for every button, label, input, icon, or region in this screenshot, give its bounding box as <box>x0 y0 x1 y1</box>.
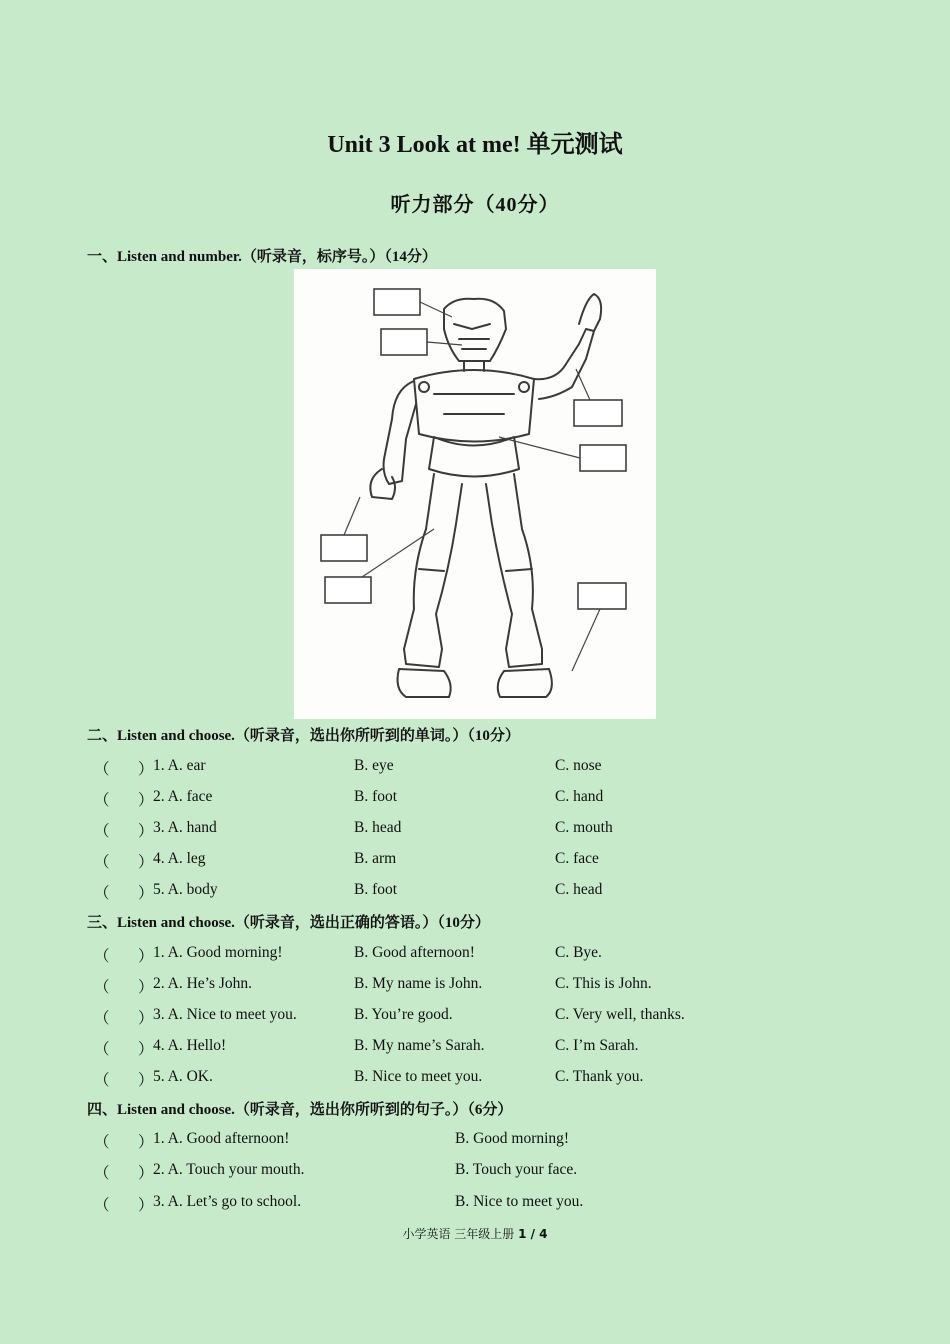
option-a: 3. A. Nice to meet you. <box>153 1006 297 1023</box>
option-b: B. My name’s Sarah. <box>354 1037 485 1054</box>
option-a: 3. A. Let’s go to school. <box>153 1193 302 1210</box>
question-row <box>94 944 794 966</box>
option-a: 4. A. leg <box>153 850 206 867</box>
option-a: 1. A. Good morning! <box>153 944 283 961</box>
answer-paren-left: （ <box>94 1165 110 1182</box>
option-b: B. foot <box>354 788 398 805</box>
answer-paren-right: ） <box>138 979 154 996</box>
answer-paren-right: ） <box>138 854 154 871</box>
answer-paren-right: ） <box>138 1041 154 1058</box>
option-a: 5. A. body <box>153 881 218 898</box>
label-box-2[interactable] <box>381 329 427 355</box>
question-row <box>94 1006 794 1028</box>
robot-illustration <box>294 269 656 719</box>
answer-paren-right: ） <box>138 792 154 809</box>
option-b: B. Nice to meet you. <box>455 1193 584 1210</box>
question-row <box>94 1161 794 1183</box>
option-a: 2. A. Touch your mouth. <box>153 1161 305 1178</box>
label-box-7[interactable] <box>578 583 626 609</box>
option-a: 1. A. Good afternoon! <box>153 1130 290 1147</box>
option-c: C. Thank you. <box>555 1068 644 1085</box>
answer-paren-right: ） <box>138 885 154 902</box>
option-c: C. Bye. <box>555 944 602 961</box>
option-c: C. I’m Sarah. <box>555 1037 639 1054</box>
question-row <box>94 881 794 903</box>
question-row <box>94 850 794 872</box>
option-b: B. head <box>354 819 402 836</box>
label-box-4[interactable] <box>580 445 626 471</box>
question-row <box>94 1068 794 1090</box>
option-c: C. face <box>555 850 599 867</box>
option-b: B. Good afternoon! <box>354 944 475 961</box>
answer-paren-right: ） <box>138 948 154 965</box>
answer-paren-left: （ <box>94 1072 110 1089</box>
option-b: B. My name is John. <box>354 975 483 992</box>
option-c: C. nose <box>555 757 602 774</box>
section2-heading: 二、Listen and choose.（听录音，选出你所听到的单词。）（10分） <box>87 728 520 744</box>
option-a: 1. A. ear <box>153 757 206 774</box>
answer-paren-right: ） <box>138 823 154 840</box>
section3-heading: 三、Listen and choose.（听录音，选出正确的答语。）（10分） <box>87 915 490 931</box>
option-b: B. Good morning! <box>455 1130 570 1147</box>
option-b: B. arm <box>354 850 397 867</box>
question-row <box>94 757 794 779</box>
question-row <box>94 975 794 997</box>
label-box-1[interactable] <box>374 289 420 315</box>
option-b: B. eye <box>354 757 394 774</box>
option-c: C. mouth <box>555 819 613 836</box>
option-a: 2. A. face <box>153 788 213 805</box>
footer-text: 小学英语 三年级上册 <box>402 1227 519 1241</box>
page-number: 1 / 4 <box>518 1227 548 1241</box>
answer-paren-right: ） <box>138 1072 154 1089</box>
answer-paren-left: （ <box>94 823 110 840</box>
question-row <box>94 819 794 841</box>
answer-paren-left: （ <box>94 979 110 996</box>
label-box-6[interactable] <box>325 577 371 603</box>
option-c: C. hand <box>555 788 604 805</box>
section1-heading: 一、Listen and number.（听录音，标序号。）（14分） <box>87 249 437 265</box>
option-c: C. This is John. <box>555 975 652 992</box>
label-box-5[interactable] <box>321 535 367 561</box>
question-row <box>94 1130 794 1152</box>
question-row <box>94 788 794 810</box>
option-a: 5. A. OK. <box>153 1068 213 1085</box>
question-row <box>94 1037 794 1059</box>
option-c: C. Very well, thanks. <box>555 1006 685 1023</box>
robot-chest <box>414 370 534 442</box>
answer-paren-left: （ <box>94 1010 110 1027</box>
page-footer <box>0 1225 950 1242</box>
answer-paren-left: （ <box>94 1134 110 1151</box>
option-b: B. Touch your face. <box>455 1161 578 1178</box>
answer-paren-right: ） <box>138 1010 154 1027</box>
option-b: B. foot <box>354 881 398 898</box>
answer-paren-left: （ <box>94 854 110 871</box>
answer-paren-right: ） <box>138 1197 154 1214</box>
option-a: 4. A. Hello! <box>153 1037 227 1054</box>
robot-head <box>444 299 506 361</box>
answer-paren-right: ） <box>138 1134 154 1151</box>
option-b: B. You’re good. <box>354 1006 453 1023</box>
answer-paren-left: （ <box>94 761 110 778</box>
page-subtitle: 听力部分（40分） <box>390 194 560 216</box>
option-a: 2. A. He’s John. <box>153 975 253 992</box>
answer-paren-left: （ <box>94 792 110 809</box>
answer-paren-left: （ <box>94 1197 110 1214</box>
option-c: C. head <box>555 881 603 898</box>
question-row <box>94 1193 794 1215</box>
robot-figure <box>294 269 656 719</box>
option-b: B. Nice to meet you. <box>354 1068 483 1085</box>
answer-paren-left: （ <box>94 948 110 965</box>
answer-paren-right: ） <box>138 1165 154 1182</box>
answer-paren-right: ） <box>138 761 154 778</box>
answer-paren-left: （ <box>94 1041 110 1058</box>
section4-heading: 四、Listen and choose.（听录音，选出你所听到的句子。）（6分） <box>87 1102 513 1118</box>
label-box-3[interactable] <box>574 400 622 426</box>
answer-paren-left: （ <box>94 885 110 902</box>
page-title: Unit 3 Look at me! 单元测试 <box>327 132 623 158</box>
option-a: 3. A. hand <box>153 819 217 836</box>
